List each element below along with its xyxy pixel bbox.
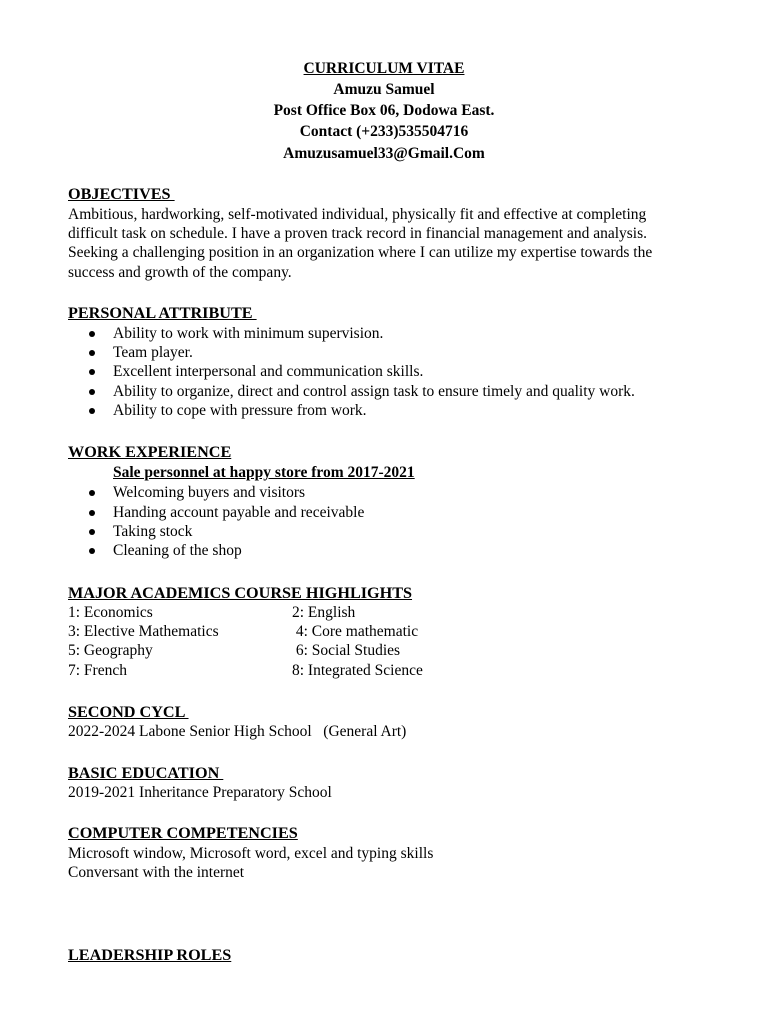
address: Post Office Box 06, Dodowa East.: [273, 102, 495, 119]
bullet-icon: [89, 490, 95, 496]
attribute-item: Ability to work with minimum supervision.: [113, 325, 384, 342]
second-cycle-line: 2022-2024 Labone Senior High School (General Art): [68, 723, 407, 740]
objectives-heading: OBJECTIVES: [68, 185, 175, 203]
objectives-line: Seeking a challenging position in an organization where I can utilize my expertise towards the: [68, 244, 653, 261]
bullet-icon: [89, 389, 95, 395]
email: Amuzusamuel33@Gmail.Com: [283, 145, 485, 162]
objectives-line: success and growth of the company.: [68, 264, 292, 281]
work-item: Handing account payable and receivable: [113, 504, 365, 521]
course-right: 4: Core mathematic: [292, 623, 419, 640]
bullet-icon: [89, 369, 95, 375]
course-right: 8: Integrated Science: [292, 662, 423, 679]
contact-phone: Contact (+233)535504716: [299, 123, 469, 140]
work-experience-heading: WORK EXPERIENCE: [68, 443, 232, 461]
work-item: Welcoming buyers and visitors: [113, 484, 306, 501]
computer-line: Microsoft window, Microsoft word, excel and typing skills: [68, 845, 434, 862]
course-left: 1: Economics: [68, 604, 153, 621]
personal-attribute-heading: PERSONAL ATTRIBUTE: [68, 304, 257, 322]
attribute-item: Team player.: [113, 344, 193, 361]
computer-line: Conversant with the internet: [68, 864, 245, 881]
course-left: 3: Elective Mathematics: [68, 623, 219, 640]
bullet-icon: [89, 408, 95, 414]
work-role: Sale personnel at happy store from 2017-2021: [113, 464, 415, 481]
second-cycle-heading: SECOND CYCL: [68, 703, 189, 721]
bullet-icon: [89, 350, 95, 356]
bullet-icon: [89, 548, 95, 554]
work-item: Taking stock: [113, 523, 193, 540]
attribute-item: Ability to organize, direct and control assign task to ensure timely and quality work.: [113, 383, 635, 400]
objectives-line: difficult task on schedule. I have a proven track record in financial management and analysis.: [68, 225, 648, 242]
course-right: 2: English: [292, 604, 356, 621]
computer-heading: COMPUTER COMPETENCIES: [68, 824, 298, 842]
course-left: 7: French: [68, 662, 127, 679]
basic-education-line: 2019-2021 Inheritance Preparatory School: [68, 784, 332, 801]
objectives-line: Ambitious, hardworking, self-motivated individual, physically fit and effective at completing: [68, 206, 647, 223]
leadership-heading: LEADERSHIP ROLES: [68, 946, 232, 964]
course-left: 5: Geography: [68, 642, 153, 659]
attribute-item: Ability to cope with pressure from work.: [113, 402, 367, 419]
bullet-icon: [89, 510, 95, 516]
basic-education-heading: BASIC EDUCATION: [68, 764, 224, 782]
bullet-icon: [89, 331, 95, 337]
cv-title: CURRICULUM VITAE: [303, 60, 465, 77]
candidate-name: Amuzu Samuel: [333, 81, 435, 98]
attribute-item: Excellent interpersonal and communication skills.: [113, 363, 424, 380]
work-item: Cleaning of the shop: [113, 542, 242, 559]
bullet-icon: [89, 529, 95, 535]
course-right: 6: Social Studies: [292, 642, 401, 659]
courses-heading: MAJOR ACADEMICS COURSE HIGHLIGHTS: [68, 584, 413, 602]
